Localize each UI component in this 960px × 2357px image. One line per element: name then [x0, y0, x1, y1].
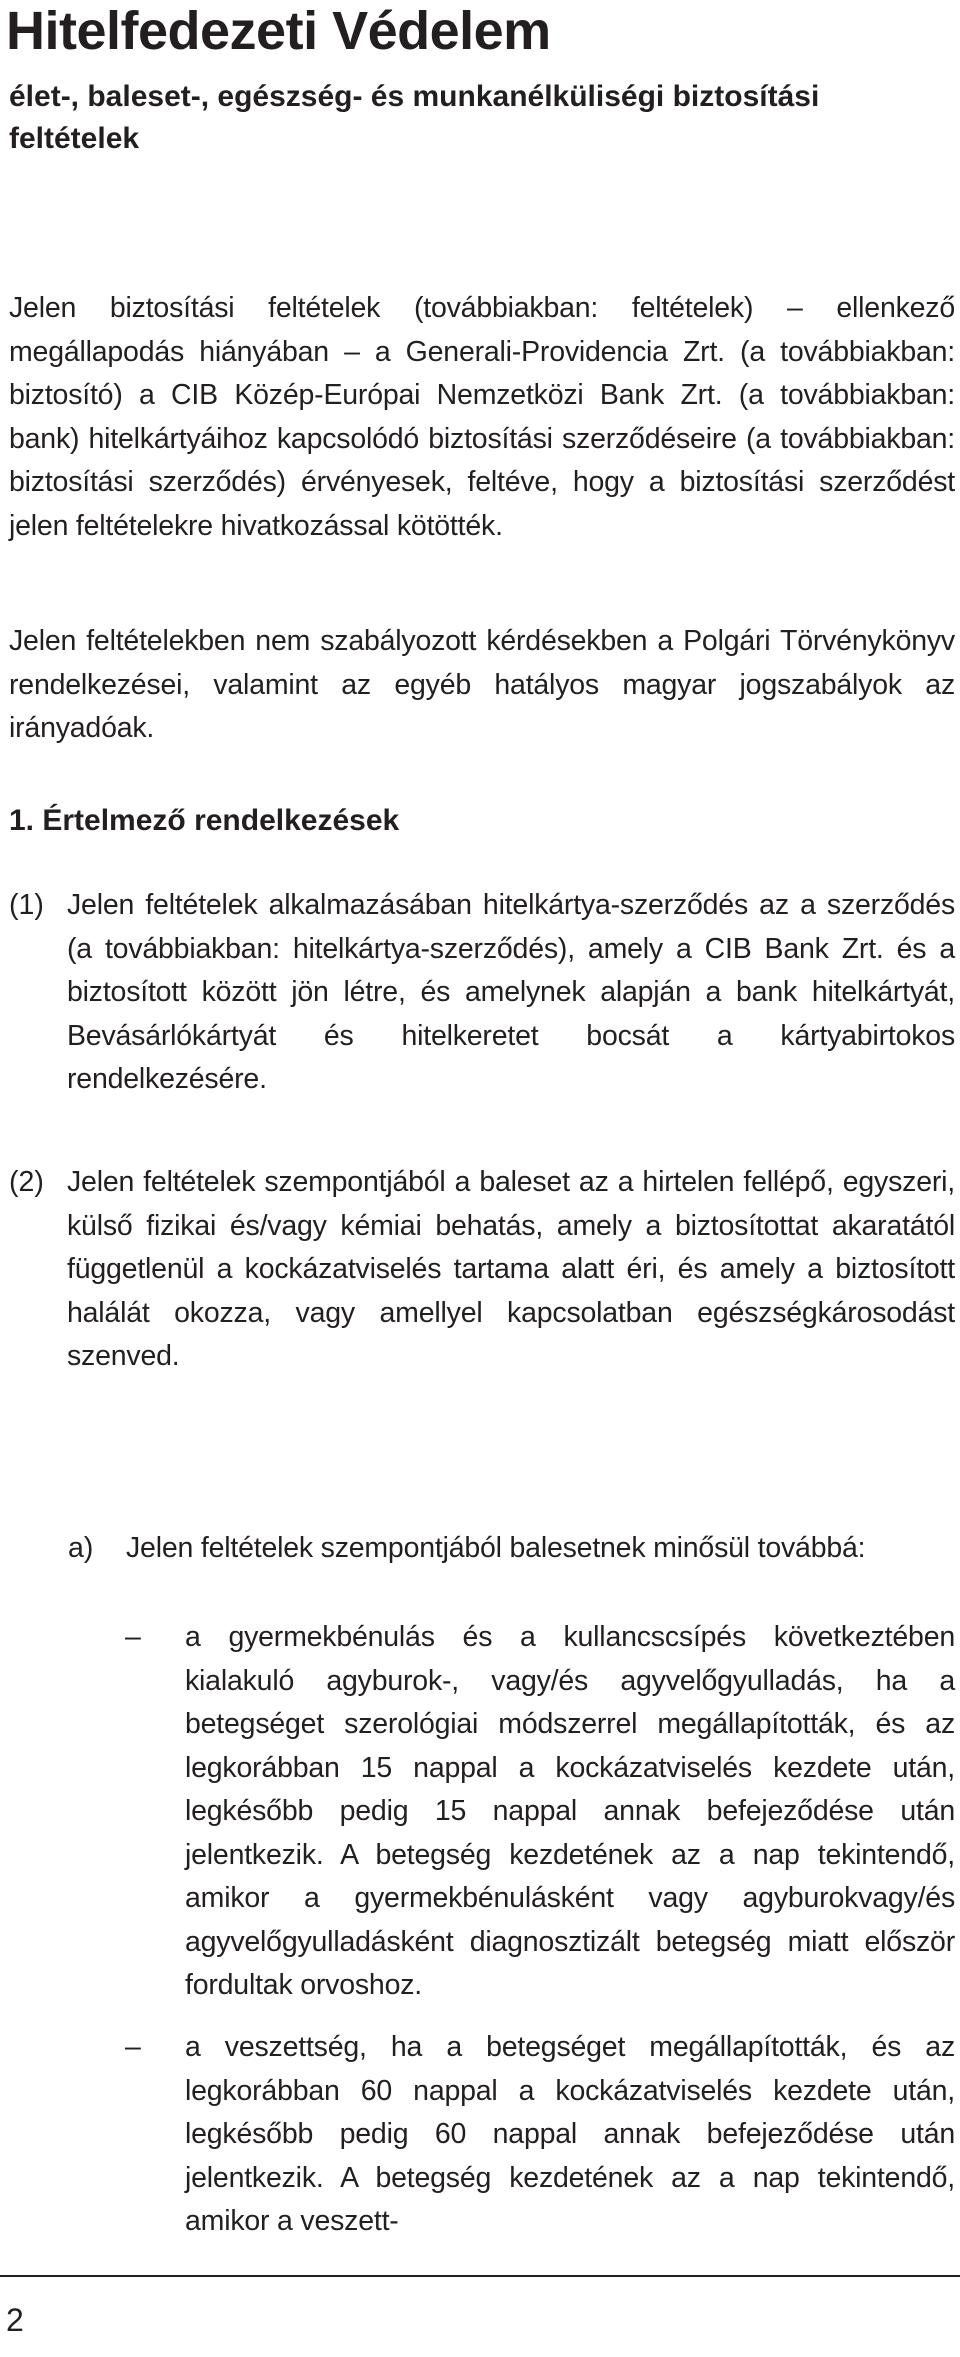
document-subtitle: élet-, baleset-, egészség- és munkanélküliségi biztosítási feltételek [9, 80, 820, 155]
document-title: Hitelfedezeti Védelem [6, 1, 551, 61]
subclause-text: Jelen feltételek szempontjából balesetnek minősül továbbá: [126, 1532, 866, 1564]
dash-item-text: a veszettség, ha a betegséget megállapították, és az legkorábban 60 nappal a kockázatviselés kezdete után, legkésőbb pedig 60 nappal annak befejeződése után jelentkezik. A betegség kezdetének az a nap tekintendő, amikor a veszett- [185, 2031, 955, 2237]
intro-paragraph-2: Jelen feltételekben nem szabályozott kérdésekben a Polgári Törvénykönyv rendelkezései, valamint az egyéb hatályos magyar jogszabályok az irányadóak. [9, 625, 955, 744]
dash-mark: – [125, 1621, 141, 1653]
page-number: 2 [6, 2302, 24, 2338]
dash-mark: – [125, 2031, 141, 2063]
subclause-letter: a) [68, 1532, 94, 1564]
dash-item-text: a gyermekbénulás és a kullancscsípés következtében kialakuló agyburok-, vagy/és agyvelőgyulladás, ha a betegséget szerológiai módszerrel megállapították, és az legkorábban 15 nappal a kockázatviselés kezdete után, legkésőbb pedig 15 nappal annak befejeződése után jelentkezik. A betegség kezdetének az a nap tekintendő, amikor a gyermekbénulásként vagy agyburokvagy/és agyvelőgyulladásként diagnosztizált betegség miatt először fordultak orvoshoz. [185, 1621, 955, 2001]
intro-paragraph-1: Jelen biztosítási feltételek (továbbiakban: feltételek) – ellenkező megállapodás hiányában – a Generali-Providencia Zrt. (a továbbiakban: biztosító) a CIB Közép-Európai Nemzetközi Bank Zrt. (a továbbiakban: bank) hitelkártyáihoz kapcsolódó biztosítási szerződéseire (a továbbiakban: biztosítási szerződés) érvényesek, feltéve, hogy a biztosítási szerződést jelen feltételekre hivatkozással kötötték. [9, 292, 955, 542]
clause-number: (1) [9, 889, 44, 921]
section-heading: 1. Értelmező rendelkezések [9, 804, 400, 837]
footer-rule [0, 2275, 960, 2277]
clause-text: Jelen feltételek alkalmazásában hitelkártya-szerződés az a szerződés (a továbbiakban: hitelkártya-szerződés), amely a CIB Bank Zrt. és a biztosított között jön létre, és amelynek alapján a bank hitelkártyát, Bevásárlókártyát és hitelkeretet bocsát a kártyabirtokos rendelkezésére. [67, 889, 955, 1095]
clause-number: (2) [9, 1166, 44, 1198]
clause-text: Jelen feltételek szempontjából a baleset az a hirtelen fellépő, egyszeri, külső fizikai és/vagy kémiai behatás, amely a biztosítottat akaratától függetlenül a kockázatviselés tartama alatt éri, és amely a biztosított halálát okozza, vagy amellyel kapcsolatban egészségkárosodást szenved. [67, 1166, 955, 1372]
